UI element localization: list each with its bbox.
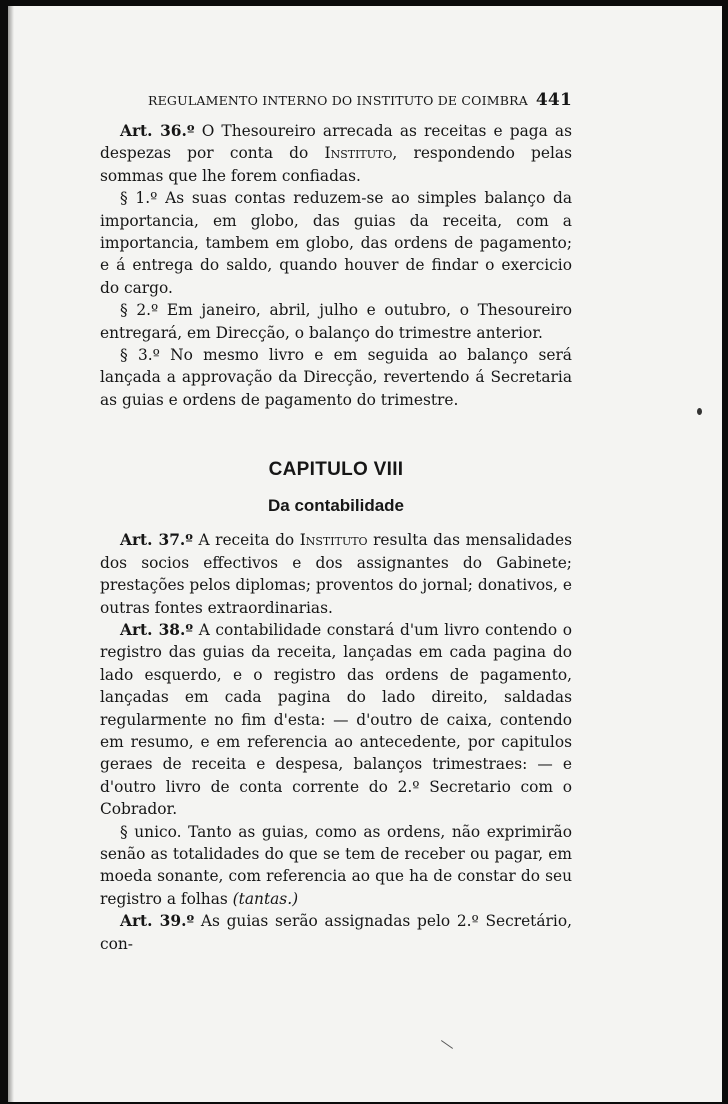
article-37-text-a: A receita do — [192, 531, 300, 550]
running-header — [148, 90, 572, 114]
chapter-title: CAPITULO VIII — [268, 459, 404, 481]
unico-text: § unico. Tanto as guias, como as ordens, não exprimirão senão as totalidades do que se tem de receber ou pagar, em moeda sonante, com referencia ao que ha de constar do seu registro a folhas — [100, 822, 572, 908]
article-38 — [100, 619, 572, 821]
article-36-label: Art. 36.º — [120, 122, 195, 140]
article-36-text-b: , respondendo pelas sommas que lhe forem confiadas. — [100, 144, 572, 185]
page-left-shadow — [8, 6, 14, 1102]
article-39 — [100, 910, 572, 955]
page-text-block — [100, 90, 572, 955]
handwritten-annotation: (tantas.) — [232, 889, 299, 908]
page-number: 441 — [535, 90, 572, 110]
article-36-paragraph-3: § 3.º No mesmo livro e em seguida ao balanço será lançada a approvação da Direcção, revertendo á Secretaria as guias e ordens de pagamento do trimestre. — [100, 346, 572, 409]
article-36 — [100, 120, 572, 187]
article-39-text: As guias serão assignadas pelo 2.º Secretário, con- — [100, 912, 572, 953]
article-36-instituto: Instituto — [324, 144, 393, 163]
article-38-text: A contabilidade constará d'um livro contendo o registro das guias da receita, lançadas em cada pagina do lado esquerdo, e o registro das ordens de pagamento, lançadas em cada pagina do lado direito, saldadas regularmente no fim d'esta: — d'outro de caixa, contendo em resumo, e em referencia ao antecedente, por capitulos geraes de receita e despesa, balanços trimestraes: — e d'outro livro de conta corrente do 2.º Secretario com o Cobrador. — [100, 620, 572, 819]
chapter-subtitle: Da contabilidade — [267, 496, 405, 516]
article-36-text-a: O Thesoureiro arrecada as receitas e paga as despezas por conta do — [100, 122, 572, 163]
article-36-paragraph-1: § 1.º As suas contas reduzem-se ao simples balanço da importancia, em globo, das guias da receita, com a importancia, tambem em globo, das ordens de pagamento; e á entrega do saldo, quando houver de findar o exercicio do cargo. — [100, 189, 572, 297]
article-37-text-b: resulta das mensalidades dos socios effectivos e dos assignantes do Gabinete; prestações pelos diplomas; proventos do jornal; donativos, e outras fontes extraordinarias. — [100, 531, 572, 617]
article-37-label: Art. 37.º — [120, 531, 193, 550]
article-38-label: Art. 38.º — [120, 620, 194, 639]
article-38-paragraph-unico — [100, 821, 572, 911]
article-39-label: Art. 39.º — [120, 912, 195, 931]
running-title: REGULAMENTO INTERNO DO INSTITUTO DE COIMBRA — [148, 93, 528, 108]
article-37-instituto: Instituto — [299, 531, 368, 550]
article-37 — [100, 529, 572, 619]
scan-speck — [697, 408, 702, 415]
article-36-paragraph-2: § 2.º Em janeiro, abril, julho e outubro, o Thesoureiro entregará, em Direcção, o balanço do trimestre anterior. — [100, 301, 572, 342]
